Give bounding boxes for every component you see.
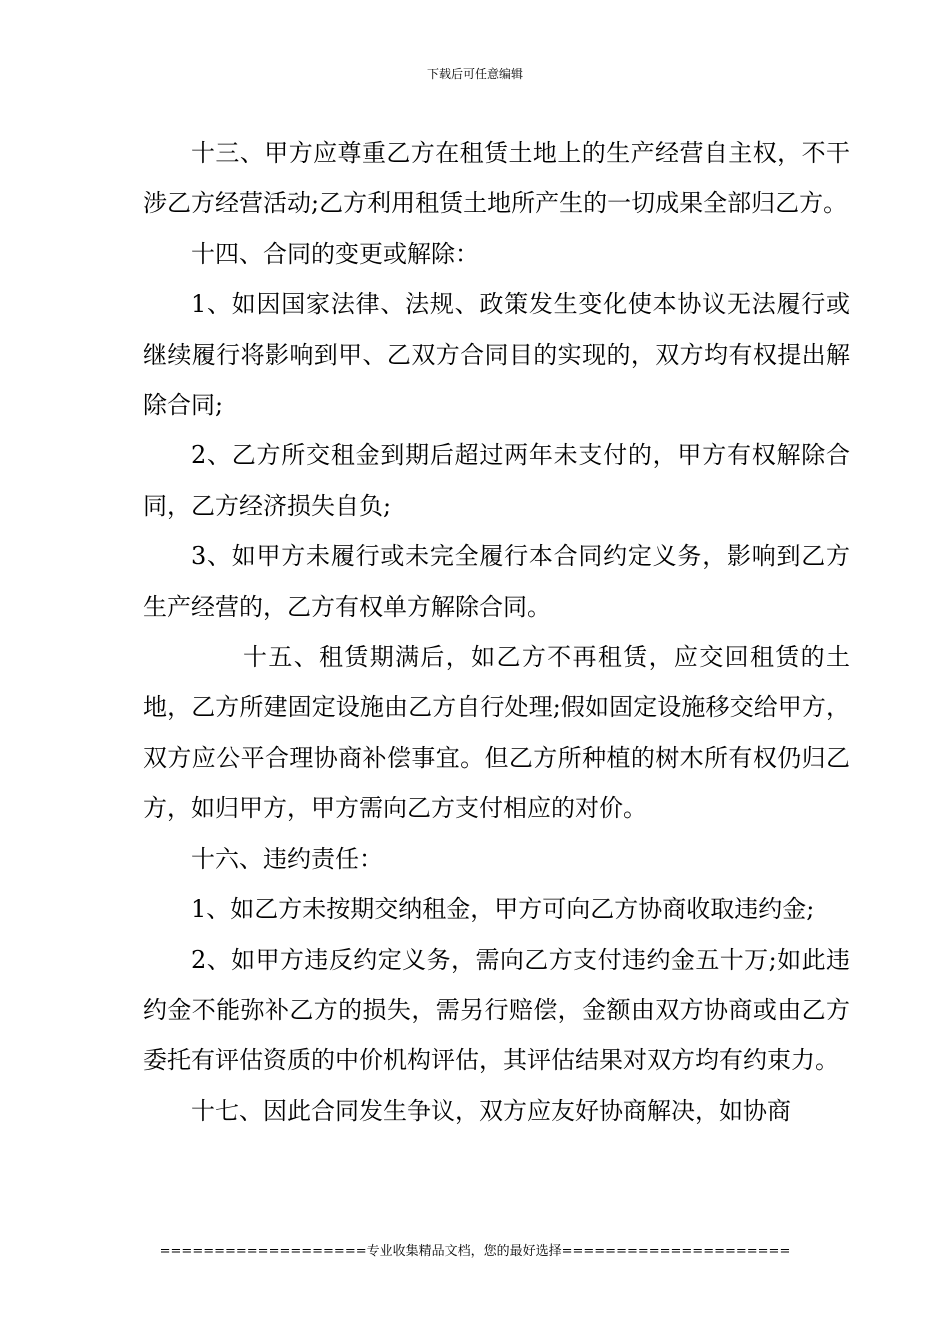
clause-17-paragraph: 十七、因此合同发生争议，双方应友好协商解决，如协商 [191, 1096, 791, 1125]
clause-15-paragraph: 十五、租赁期满后，如乙方不再租赁，应交回租赁的土地，乙方所建固定设施由乙方自行处理;假如固定设施移交给甲方，双方应公平合理协商补偿事宜。但乙方所种植的树木所有权仍归乙方，如归甲方，甲方需向乙方支付相应的对价。 [143, 643, 850, 823]
clause-16-item-2: 2、如甲方违反约定义务，需向乙方支付违约金五十万;如此违约金不能弥补乙方的损失，需另行赔偿，金额由双方协商或由乙方委托有评估资质的中价机构评估，其评估结果对双方均有约束力。 [143, 945, 850, 1075]
clause-13-paragraph: 十三、甲方应尊重乙方在租赁土地上的生产经营自主权，不干涉乙方经营活动;乙方利用租赁土地所产生的一切成果全部归乙方。 [143, 139, 850, 218]
clause-14-heading: 十四、合同的变更或解除： [191, 239, 479, 268]
page-header: 下载后可任意编辑 [426, 67, 523, 81]
clause-14-item-2: 2、乙方所交租金到期后超过两年未支付的，甲方有权解除合同，乙方经济损失自负; [143, 441, 850, 520]
document-body [143, 128, 850, 1136]
clause-14-item-3: 3、如甲方未履行或未完全履行本合同约定义务，影响到乙方生产经营的，乙方有权单方解除合同。 [143, 542, 850, 621]
page-footer: ===================专业收集精品文档，您的最好选择===================== [159, 1244, 791, 1259]
clause-14-item-1: 1、如因国家法律、法规、政策发生变化使本协议无法履行或继续履行将影响到甲、乙双方合同目的实现的，双方均有权提出解除合同; [143, 290, 850, 420]
clause-16-heading: 十六、违约责任： [191, 844, 383, 873]
clause-16-item-1: 1、如乙方未按期交纳租金，甲方可向乙方协商收取违约金; [191, 895, 815, 924]
